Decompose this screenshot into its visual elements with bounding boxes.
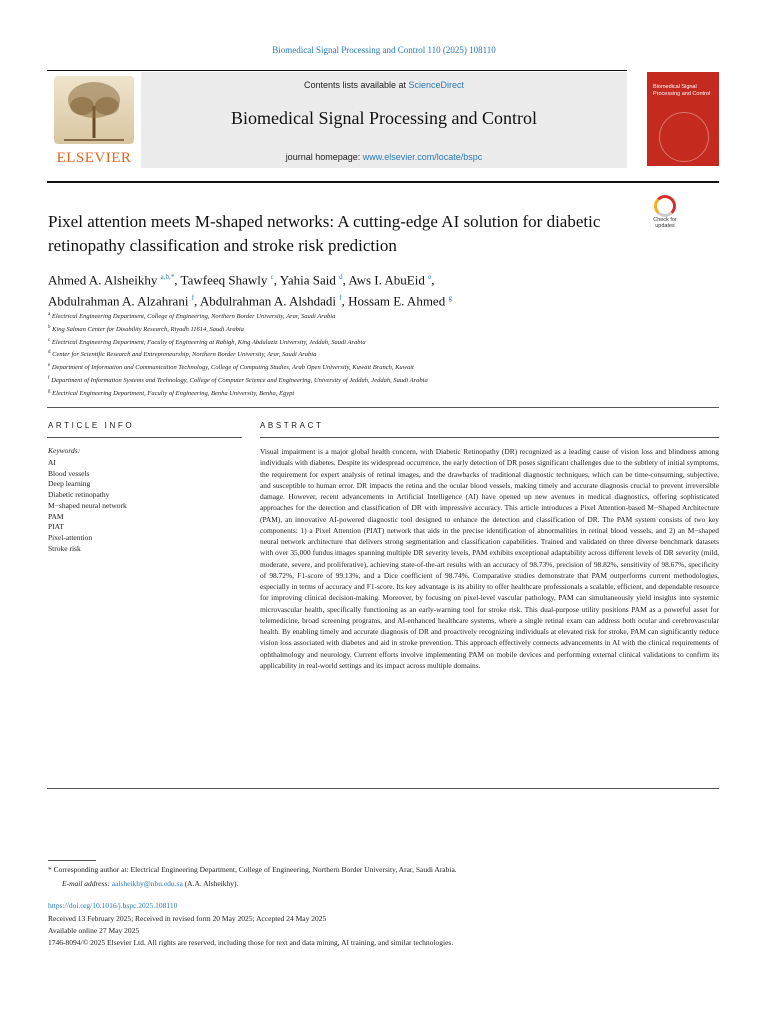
journal-homepage-link[interactable]: www.elsevier.com/locate/bspc [362, 152, 483, 162]
article-title: Pixel attention meets M-shaped networks: A cutting-edge AI solution for diabetic retinopathy classification and stroke risk prediction [48, 212, 601, 255]
contents-prefix: Contents lists available at [303, 80, 409, 90]
keyword-item: PIAT [48, 522, 64, 532]
keywords-heading: Keywords: [48, 446, 81, 455]
keyword-item: M−shaped neural network [48, 500, 127, 510]
elsevier-tree-icon [54, 76, 134, 144]
affiliation-text: Department of Information and Communication Technology, College of Computing Studies, Arab Open University, Kuwait Branch, Kuwait [51, 364, 414, 372]
affiliation-item [48, 323, 688, 336]
author-name[interactable]: Abdulrahman A. Alshdadi [199, 293, 336, 309]
header-rule-bottom [47, 181, 719, 183]
author-affiliation-marker[interactable]: a,b,* [160, 273, 175, 281]
affiliation-list [48, 310, 688, 399]
author-affiliation-marker[interactable]: f [191, 294, 195, 303]
available-online-date: Available online 27 May 2025 [48, 926, 140, 935]
affiliation-text: Electrical Engineering Department, College of Engineering, Northern Border University, Arar, Saudi Arabia [51, 313, 336, 321]
copyright-notice: 1746-8094/© 2025 Elsevier Ltd. All rights are reserved, including those for text and data mining, AI training, and similar technologies. [48, 938, 454, 947]
affiliation-text: Department of Information Systems and Technology, College of Computer Science and Engineering, University of Jeddah, Jeddah, Saudi Arabia [51, 376, 428, 384]
email-label: E-mail address: [62, 879, 110, 888]
keyword-item: PAM [48, 511, 64, 521]
keyword-item: Blood vessels [48, 468, 90, 478]
footnote-rule [48, 860, 96, 861]
journal-cover-image[interactable] [647, 72, 719, 166]
affiliation-key: c [48, 337, 51, 343]
affiliation-item [48, 336, 688, 349]
author-affiliation-marker[interactable]: g [448, 294, 452, 303]
author-affiliation-marker[interactable]: e [428, 273, 432, 281]
elsevier-logo[interactable] [48, 72, 140, 168]
cover-title: Biomedical Signal Processing and Control [653, 84, 711, 97]
affiliation-key: e [48, 363, 51, 368]
journal-reference-link[interactable]: Biomedical Signal Processing and Control 110 (2025) 108110 [272, 45, 496, 55]
affiliation-item [48, 361, 688, 374]
abstract-rule [260, 437, 719, 438]
affiliation-key: g [48, 388, 51, 394]
author-affiliation-marker[interactable]: c [270, 273, 274, 281]
sciencedirect-link[interactable]: ScienceDirect [408, 80, 465, 90]
affiliation-key: b [48, 324, 51, 330]
abstract-body: Visual impairment is a major global health concern, with Diabetic Retinopathy (DR) recognized as a leading cause of vision loss and blindness among individuals with diabetes. Despite its widespread occurrence, the early detection of DR poses significant challenges due to the subtlety of initial symptoms, the requirement for expert analysis of retinal images, and the drawbacks of traditional diagnostic techniques, which can be time-consuming, subjective, and susceptible to human error. DR impacts the retina and the ocular blood vessels, making timely and accurate diagnosis crucial to prevent irreversible damage. However, recent advancements in Artificial Intelligence (AI) have opened up new avenues in medical diagnostics, offering sophisticated approaches for the detection and classification of DR with impressive accuracy. This article introduces a Pixel Attention-based M−Shaped Architecture (PAM), an innovative AI-powered diagnostic tool designed to enhance the detection and classification of DR. The PAM system consists of two key components: 1) a Pixel Attention (PIAT) network that aids in the precise identification of abnormalities in retinal blood vessels, and 2) an M−shaped neural network architecture that delivers strong segmentation and classification capabilities. Trained and validated on three diverse benchmark datasets with over 35,000 fundus images spanning multiple DR severity levels, PAM exhibits exceptional adaptability across different levels of DR severity (mild, moderate, severe, and proliferative), achieving state-of-the-art results with an accuracy of 98.73%, precision of 98.82%, sensitivity of 98.67%, specificity of 98.72%, F1-score of 99.13%, and a Dice coefficient of 98.74%. Comparative studies demonstrate that PAM outperforms current methodologies, especially in terms of accuracy and F1-score. Its key advantage is its ability to offer healthcare professionals a scalable, efficient, and dependable resource for improving clinical decision-making. Moreover, by focusing on pixel-level vascular pathology, PAM can simultaneously yield insights into systemic microvascular health, specifically functioning as an early-warning tool for stroke risk. This dual-purpose utility positions PAM as a powerful asset for telemedicine, broad screening programs, and AI-enhanced healthcare systems, where a single retinal exam can address both ocular and cerebrovascular health. By enabling timely and accurate diagnosis of DR and proactively recognizing individuals at elevated risk for stroke, PAM can significantly reduce vision loss associated with diabetes and aid in stroke prevention. This approach effectively connects advancements in AI with the clinical requirements of ophthalmology and neurology. Current efforts involve implementing PAM on mobile devices and performing external clinical validations to confirm its applicability in real-world settings and its impact across multiple domains. [260, 447, 719, 670]
affiliation-text: Electrical Engineering Department, Faculty of Engineering at Rabigh, King Abdulaziz University, Jeddah, Saudi Arabia [51, 338, 366, 346]
email-suffix: (A.A. Alsheikhy). [184, 879, 239, 888]
keyword-item: Deep learning [48, 479, 91, 489]
homepage-line [141, 152, 627, 162]
doi-link[interactable]: https://doi.org/10.1016/j.bspc.2025.108110 [48, 901, 178, 910]
keywords-list [48, 458, 127, 554]
keyword-item: AI [48, 458, 56, 467]
author-list: Ahmed A. Alsheikhy $^{a,b,*}$, Tawfeeq Shawly $^c$, Yahia Said $^d$, Aws I. AbuEid $^e$, Abdulrahman A. Alzahrani $^f$, Abdulrahman A. Alshdadi $^f$, Hossam E. Ahmed $^g$ [48, 272, 452, 309]
affiliation-item [48, 374, 688, 387]
abstract-heading: ABSTRACT [260, 421, 324, 430]
cover-graphic [659, 112, 709, 162]
affiliation-text: King Salman Center for Disability Research, Riyadh 11614, Saudi Arabia [52, 325, 244, 333]
received-dates: Received 13 February 2025; Received in revised form 20 May 2025; Accepted 24 May 2025 [48, 914, 327, 923]
elsevier-wordmark: ELSEVIER [56, 150, 132, 166]
article-info-heading: ARTICLE INFO [48, 421, 135, 430]
keyword-item: Pixel-attention [48, 532, 93, 542]
author-name[interactable]: Tawfeeq Shawly [180, 272, 268, 288]
keyword-item: Stroke risk [48, 543, 81, 553]
author-affiliation-marker[interactable]: d [339, 273, 343, 281]
affiliation-item [48, 387, 688, 400]
journal-title: Biomedical Signal Processing and Control [231, 108, 537, 128]
section-rule [47, 407, 719, 408]
check-updates-icon [654, 195, 676, 217]
email-line [62, 879, 238, 888]
author-affiliation-marker[interactable]: f [339, 294, 342, 303]
author-name[interactable]: Hossam E. Ahmed [348, 293, 446, 309]
email-link[interactable]: aalsheikhy@nbu.edu.sa [111, 879, 183, 888]
author-name[interactable]: Yahia Said [279, 272, 336, 288]
affiliation-key: a [48, 312, 51, 317]
article-info-rule [47, 437, 242, 438]
homepage-prefix: journal homepage: [285, 152, 363, 162]
affiliation-key: f [48, 375, 50, 381]
contents-line [141, 80, 627, 90]
abstract-end-rule [47, 788, 719, 789]
author-name[interactable]: Aws I. AbuEid [348, 272, 425, 288]
keyword-item: Diabetic retinopathy [48, 490, 110, 500]
author-name[interactable]: Ahmed A. Alsheikhy [48, 272, 158, 288]
affiliation-key: d [48, 350, 51, 356]
corresponding-author-note: * Corresponding author at: Electrical Engineering Department, College of Engineering, Northern Border University, Arar, Saudi Arabia. [48, 865, 457, 874]
affiliation-item [48, 348, 688, 361]
header-rule-top [47, 70, 627, 71]
affiliation-item [48, 310, 688, 323]
check-updates-label: Check for updates [653, 217, 677, 229]
check-for-updates-button[interactable] [646, 195, 684, 231]
affiliation-text: Electrical Engineering Department, Faculty of Engineering, Benha University, Benha, Egypt [52, 389, 295, 397]
affiliation-text: Center for Scientific Research and Entrepreneurship, Northern Border University, Arar, Saudi Arabia [52, 351, 317, 359]
author-name[interactable]: Abdulrahman A. Alzahrani [48, 293, 189, 309]
